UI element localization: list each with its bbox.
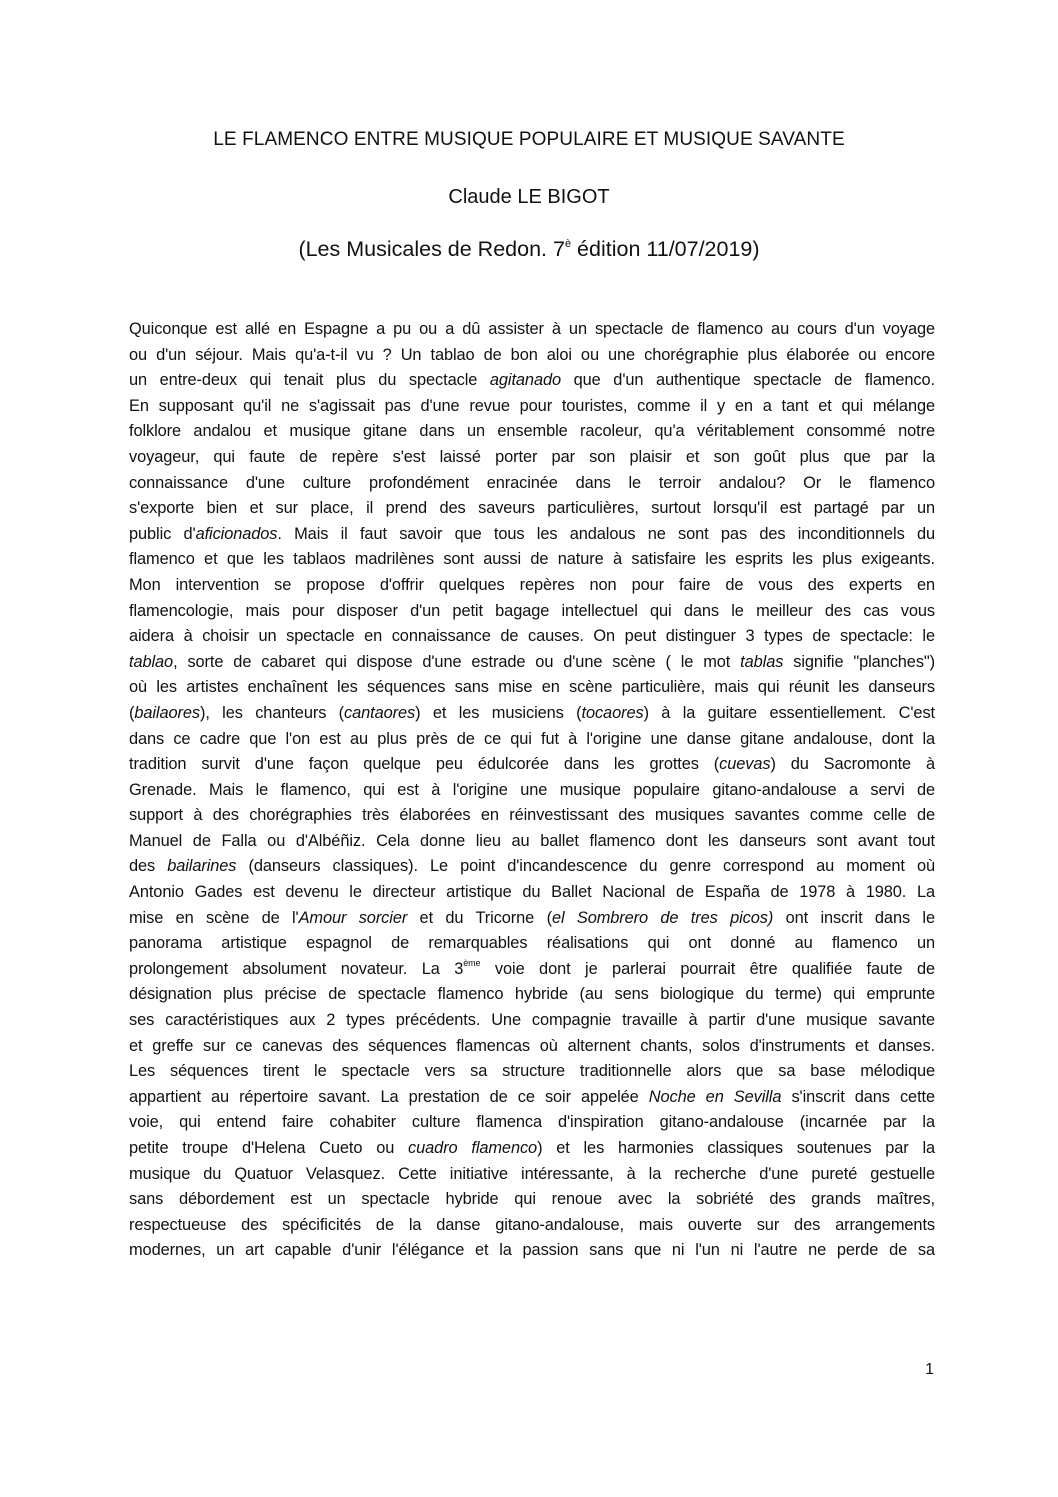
- text-line: public d'aficionados. Mais il faut savoir que tous les andalous ne sont pas des inconditionnels du: [129, 524, 935, 543]
- edition-prefix: (Les Musicales de Redon. 7: [298, 237, 565, 261]
- italic-term: agitanado: [489, 371, 561, 390]
- italic-term: tocaores: [581, 703, 644, 722]
- text-line: flamenco et que les tablaos madrilènes sont aussi de nature à satisfaire les esprits les plus exigeants.: [129, 550, 935, 569]
- italic-term: cuadro flamenco: [408, 1139, 538, 1157]
- document-title: LE FLAMENCO ENTRE MUSIQUE POPULAIRE ET MUSIQUE SAVANTE: [213, 129, 845, 150]
- text-line: respectueuse des spécificités de la danse gitano-andalouse, mais ouverte sur des arrangements: [129, 1215, 935, 1234]
- text-line: Antonio Gades est devenu le directeur artistique du Ballet Nacional de España de 1978 à 1980. La: [129, 883, 935, 902]
- text-line: Mon intervention se propose d'offrir quelques repères non pour faire de vous des experts en: [129, 575, 935, 594]
- text-line: (bailaores), les chanteurs (cantaores) et les musiciens (tocaores) à la guitare essentiellement. C'est: [129, 703, 935, 722]
- text-line: support à des chorégraphies très élaborées en réinvestissant des musiques savantes comme celle de: [129, 806, 935, 825]
- text-line: petite troupe d'Helena Cueto ou cuadro flamenco) et les harmonies classiques soutenues par la: [129, 1139, 936, 1157]
- text-line: tablao, sorte de cabaret qui dispose d'une estrade ou d'une scène ( le mot tablas signifie "planches"): [129, 652, 935, 671]
- text-line: et greffe sur ce canevas des séquences flamencas où alternent chants, solos d'instruments et danses.: [129, 1036, 935, 1055]
- text-line: s'exporte bien et sur place, il prend des saveurs particulières, surtout lorsqu'il est partagé par un: [129, 499, 935, 518]
- text-line: voyageur, qui faute de repère s'est laissé porter par son plaisir et son goût plus que par la: [129, 447, 935, 466]
- text-line: prolongement absolument novateur. La 3ème voie dont je parlerai pourrait être qualifiée faute de: [129, 957, 936, 978]
- text-line: Grenade. Mais le flamenco, qui est à l'origine une musique populaire gitano-andalouse a servi de: [129, 780, 935, 799]
- superscript: ème: [463, 957, 481, 968]
- text-line: Manuel de Falla ou d'Albéñiz. Cela donne lieu au ballet flamenco dont les danseurs sont avant tout: [129, 831, 935, 850]
- text-line: ou d'un séjour. Mais qu'a-t-il vu ? Un tablao de bon aloi ou une chorégraphie plus élaborée ou encore: [129, 345, 935, 364]
- italic-term: el Sombrero de tres picos): [551, 908, 774, 927]
- text-line: où les artistes enchaînent les séquences sans mise en scène particulière, mais qui réunit les danseurs: [129, 678, 935, 697]
- text-line: désignation plus précise de spectacle flamenco hybride (au sens biologique du terme) qui emprunte: [129, 985, 935, 1004]
- text-line: folklore andalou et musique gitane dans un ensemble racoleur, qu'a véritablement consommé notre: [129, 422, 935, 441]
- page-number: 1: [925, 1361, 934, 1378]
- edition-suffix: édition 11/07/2019): [571, 237, 760, 261]
- text-line: modernes, un art capable d'unir l'élégance et la passion sans que ni l'un ni l'autre ne perde de sa: [129, 1241, 935, 1260]
- edition-superscript: è: [564, 238, 572, 250]
- text-line: mise en scène de l'Amour sorcier et du Tricorne (el Sombrero de tres picos) ont inscrit dans le: [129, 908, 935, 927]
- text-line: flamencologie, mais pour disposer d'un petit bagage intellectuel qui dans le meilleur des cas vous: [129, 601, 935, 620]
- text-line: Les séquences tirent le spectacle vers sa structure traditionnelle alors que sa base mélodique: [129, 1062, 935, 1081]
- italic-term: tablas: [740, 652, 784, 671]
- text-line: voie, qui entend faire cohabiter culture flamenca d'inspiration gitano-andalouse (incarnée par la: [129, 1113, 935, 1132]
- italic-term: bailarines: [167, 857, 237, 876]
- text-line: Quiconque est allé en Espagne a pu ou a dû assister à un spectacle de flamenco au cours d'un voyage: [129, 320, 935, 338]
- text-line: des bailarines (danseurs classiques). Le point d'incandescence du genre correspond au moment où: [129, 857, 935, 876]
- text-line: panorama artistique espagnol de remarquables réalisations qui ont donné au flamenco un: [129, 934, 935, 953]
- text-line: En supposant qu'il ne s'agissait pas d'une revue pour touristes, comme il y en a tant et qui mélange: [129, 396, 935, 415]
- italic-term: Noche en Sevilla: [648, 1087, 782, 1106]
- text-line: ses caractéristiques aux 2 types précédents. Une compagnie travaille à partir d'une musique savante: [129, 1011, 935, 1030]
- text-line: dans ce cadre que l'on est au plus près de ce qui fut à l'origine une danse gitane andalouse, dont la: [129, 729, 935, 748]
- italic-term: Amour sorcier: [298, 908, 408, 927]
- text-line: sans débordement est un spectacle hybride qui renoue avec la sobriété des grands maîtres,: [129, 1190, 935, 1209]
- italic-term: cantaores: [344, 703, 416, 722]
- document-author: Claude LE BIGOT: [448, 186, 610, 208]
- document-edition: [0, 237, 1058, 262]
- text-line: appartient au répertoire savant. La prestation de ce soir appelée Noche en Sevilla s'inscrit dans cette: [129, 1087, 935, 1106]
- body-paragraph: [129, 317, 935, 1264]
- text-line: connaissance d'une culture profondément enracinée dans le terroir andalou? Or le flamenco: [129, 473, 935, 492]
- italic-term: tablao: [129, 652, 174, 671]
- text-line: aidera à choisir un spectacle en connaissance de causes. On peut distinguer 3 types de spectacle: le: [129, 627, 935, 646]
- italic-term: aficionados: [195, 524, 278, 543]
- italic-term: bailaores: [134, 703, 200, 722]
- italic-term: cuevas: [719, 755, 771, 774]
- text-line: musique du Quatuor Velasquez. Cette initiative intéressante, à la recherche d'une pureté gestuelle: [129, 1164, 935, 1183]
- text-line: un entre-deux qui tenait plus du spectacle agitanado que d'un authentique spectacle de flamenco.: [129, 371, 935, 390]
- text-line: tradition survit d'une façon quelque peu édulcorée dans les grottes (cuevas) du Sacromonte à: [129, 755, 935, 774]
